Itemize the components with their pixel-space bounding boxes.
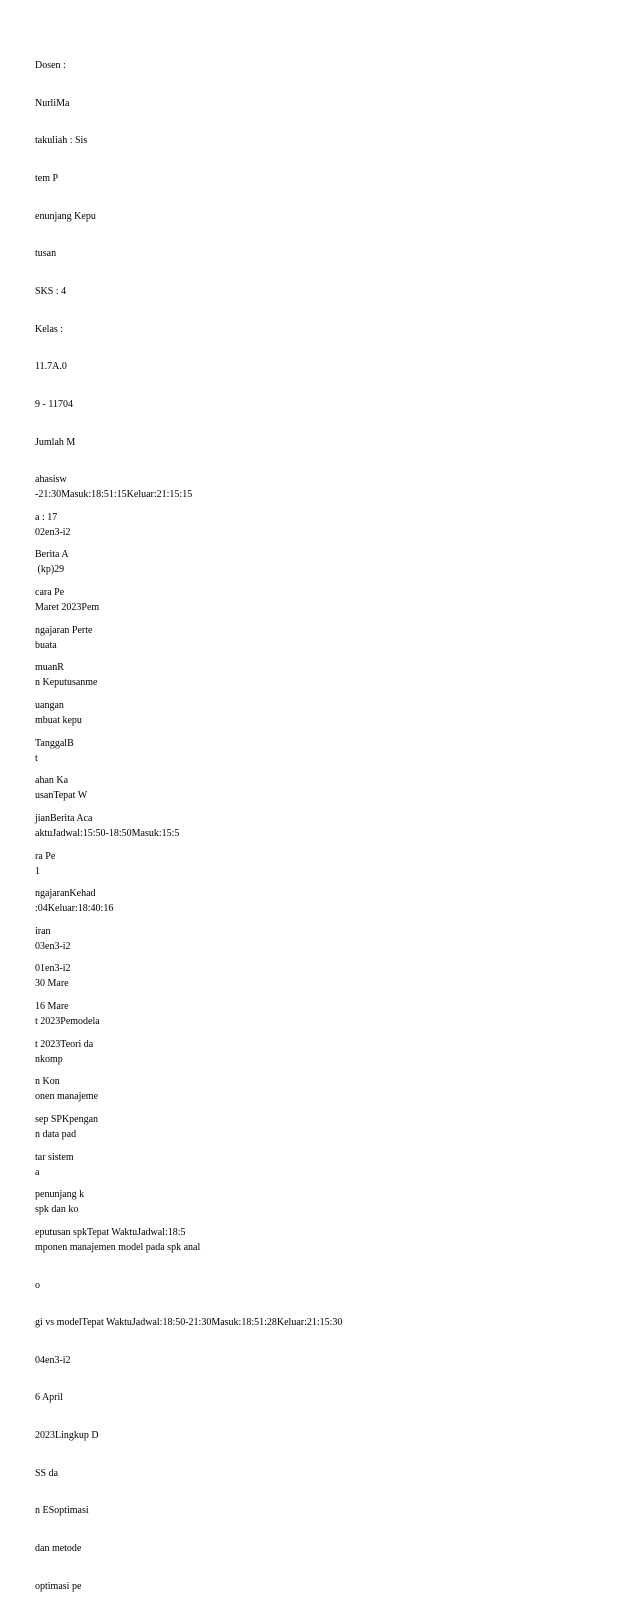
text-line: jianBerita Aca: [35, 812, 93, 824]
text-line: n data pad: [35, 1128, 77, 1140]
text-line: ahan Ka: [35, 775, 69, 787]
text-line: t 2023Pemodela: [35, 1016, 100, 1028]
text-line: spk dan ko: [35, 1204, 79, 1216]
text-line: penunjang k: [35, 1189, 85, 1201]
text-block-bottom: [35, 464, 342, 1618]
text-line: SKS : 4: [35, 285, 67, 297]
text-line: 2023Lingkup D: [35, 1430, 99, 1442]
text-line: onen manajeme: [35, 1091, 99, 1103]
text-line: nkomp: [35, 1053, 63, 1065]
text-line: tusan: [35, 248, 57, 260]
text-line: 6 April: [35, 1392, 64, 1404]
text-line: a : 17: [35, 511, 58, 523]
text-line: aktuJadwal:15:50-18:50Masuk:15:5: [35, 827, 180, 839]
text-line: tar sistem: [35, 1151, 74, 1163]
text-line: 01en3-i2: [35, 963, 71, 975]
text-line: eputusan spkTepat WaktuJadwal:18:5: [35, 1226, 186, 1238]
text-line: 03en3-i2: [35, 940, 71, 952]
text-line: usanTepat W: [35, 790, 88, 802]
text-line: n Keputusanme: [35, 677, 98, 689]
text-line: ngajaranKehad: [35, 888, 96, 900]
text-line: -21:30Masuk:18:51:15Keluar:21:15:15: [35, 489, 193, 501]
text-line: cara Pe: [35, 587, 65, 599]
text-line: ahasisw: [35, 474, 67, 486]
text-line: t: [35, 752, 38, 764]
text-line: enunjang Kepu: [35, 210, 96, 222]
text-line: optimasi pe: [35, 1580, 82, 1592]
text-line: n Kon: [35, 1076, 60, 1088]
text-line: Dosen :: [35, 60, 66, 72]
text-line: SS da: [35, 1467, 59, 1479]
text-line: 1: [35, 865, 40, 877]
text-line: Kelas :: [35, 323, 64, 335]
text-line: 30 Mare: [35, 978, 69, 990]
text-line: mbuat kepu: [35, 714, 82, 726]
text-line: sep SPKpengan: [35, 1114, 99, 1126]
text-line: :04Keluar:18:40:16: [35, 903, 114, 915]
text-line: Jumlah M: [35, 436, 76, 448]
text-line: 16 Mare: [35, 1001, 69, 1013]
text-line: gi vs modelTepat WaktuJadwal:18:50-21:30Masuk:18:51:28Keluar:21:15:30: [35, 1317, 343, 1329]
text-line: dan metode: [35, 1543, 82, 1555]
text-line: 9 - 11704: [35, 398, 73, 410]
text-line: Maret 2023Pem: [35, 602, 100, 614]
text-line: iran: [35, 925, 51, 937]
text-line: n ESoptimasi: [35, 1505, 89, 1517]
text-line: 04en3-i2: [35, 1354, 71, 1366]
text-line: Berita A: [35, 549, 69, 561]
text-line: uangan: [35, 699, 64, 711]
text-line: 11.7A.0: [35, 361, 67, 373]
text-line: buata: [35, 639, 57, 651]
text-line: o: [35, 1279, 40, 1291]
text-line: muanR: [35, 662, 64, 674]
text-line: a: [35, 1166, 40, 1178]
text-line: NurliMa: [35, 97, 70, 109]
text-line: ra Pe: [35, 850, 56, 862]
text-line: 02en3-i2: [35, 526, 71, 538]
text-line: takuliah : Sis: [35, 135, 88, 147]
text-line: t 2023Teori da: [35, 1038, 94, 1050]
text-line: TanggalB: [35, 737, 74, 749]
text-line: mponen manajemen model pada spk anal: [35, 1241, 201, 1253]
text-line: (kp)29: [35, 564, 65, 576]
text-line: tem P: [35, 173, 59, 185]
text-line: ngajaran Perte: [35, 624, 93, 636]
